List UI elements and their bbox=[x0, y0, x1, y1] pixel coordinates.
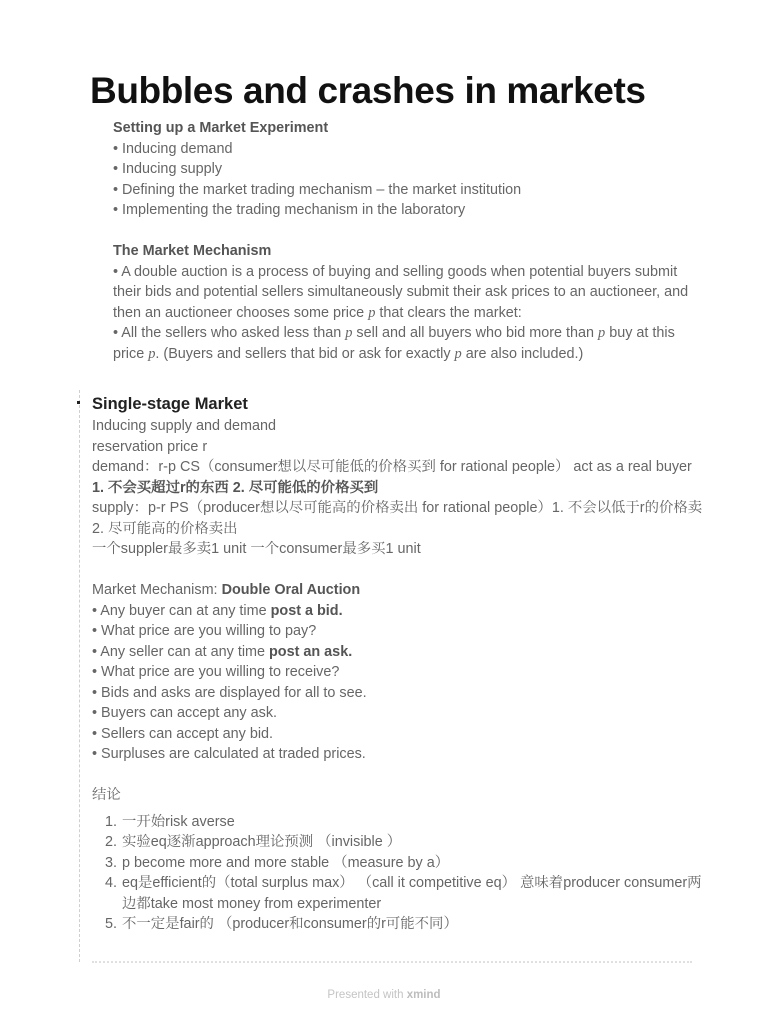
topic-line: Inducing supply and demand bbox=[92, 418, 277, 434]
conclusion-item: 1. 一开始risk averse bbox=[121, 812, 704, 833]
setup-heading: Setting up a Market Experiment bbox=[113, 120, 329, 136]
intro-block bbox=[113, 118, 703, 364]
var-p: p bbox=[368, 304, 376, 321]
supply-line: supply：p-r PS（producer想以尽可能高的价格卖出 for rational people）1. 不会以低于r的价格卖 2. 尽可能高的价格卖出 bbox=[92, 500, 703, 537]
page-title: Bubbles and crashes in markets bbox=[90, 70, 646, 111]
mechanism-heading: The Market Mechanism bbox=[113, 243, 272, 259]
rule-item: • Any seller can at any time post an ask. bbox=[92, 643, 353, 660]
topic-bullet-icon[interactable] bbox=[77, 401, 80, 404]
dotted-divider bbox=[92, 961, 692, 963]
setup-item: • Implementing the trading mechanism in the laboratory bbox=[113, 202, 466, 218]
footer-presented-text: Presented with bbox=[327, 989, 407, 1001]
xmind-logo[interactable]: xmind bbox=[406, 989, 441, 1001]
var-p: p bbox=[148, 345, 156, 362]
setup-item: • Defining the market trading mechanism – the market institution bbox=[113, 181, 522, 198]
unit-line: 一个suppler最多卖1 unit 一个consumer最多买1 unit bbox=[92, 541, 421, 557]
footer bbox=[0, 989, 768, 1001]
rule-item: • Bids and asks are displayed for all to see. bbox=[92, 684, 367, 701]
rule-item: • Any buyer can at any time post a bid. bbox=[92, 602, 343, 619]
conclusion-item: 4. eq是efficient的（total surplus max） （call it competitive eq） 意味着producer consumer两边都take most money from experimenter bbox=[121, 873, 704, 914]
topic-line: reservation price r bbox=[92, 438, 208, 455]
setup-item: • Inducing supply bbox=[113, 161, 223, 177]
var-p: p bbox=[345, 325, 353, 341]
outline-guide-line bbox=[79, 390, 80, 962]
setup-item: • Inducing demand bbox=[113, 140, 233, 157]
mechanism-paragraph-1: • A double auction is a process of buying and selling goods when potential buyers submit their bids and potential sellers simultaneously submit their ask prices to an auctioneer, and then an auctioneer chooses some price p that clears the market: bbox=[113, 263, 689, 321]
conclusion-item: 2. 实验eq逐渐approach理论预测 （invisible ） bbox=[121, 832, 704, 853]
var-p: p bbox=[454, 345, 462, 362]
rule-item: • Sellers can accept any bid. bbox=[92, 725, 274, 742]
rule-item: • Buyers can accept any ask. bbox=[92, 705, 278, 721]
market-mechanism-line: Market Mechanism: Double Oral Auction bbox=[92, 582, 361, 598]
demand-line: demand：r-p CS（consumer想以尽可能低的价格买到 for rational people） act as a real buyer 1. 不会买超过r的东西 2. 尽可能低的价格买到 bbox=[92, 459, 692, 496]
conclusion-list bbox=[92, 812, 704, 935]
var-p: p bbox=[598, 325, 606, 341]
single-stage-market-topic bbox=[92, 393, 704, 935]
mechanism-paragraph-2: • All the sellers who asked less than p sell and all buyers who bid more than p buy at this price p. (Buyers and sellers that bid or ask for exactly p are also included.) bbox=[113, 325, 675, 362]
conclusion-item: 3. p become more and more stable （measure by a） bbox=[121, 853, 704, 874]
rule-item: • What price are you willing to pay? bbox=[92, 623, 317, 639]
topic-title[interactable]: Single-stage Market bbox=[92, 395, 248, 413]
rule-item: • Surpluses are calculated at traded prices. bbox=[92, 746, 366, 762]
conclusion-heading: 结论 bbox=[92, 787, 121, 803]
conclusion-item: 5. 不一定是fair的 （producer和consumer的r可能不同） bbox=[121, 914, 704, 935]
rule-item: • What price are you willing to receive? bbox=[92, 664, 340, 680]
